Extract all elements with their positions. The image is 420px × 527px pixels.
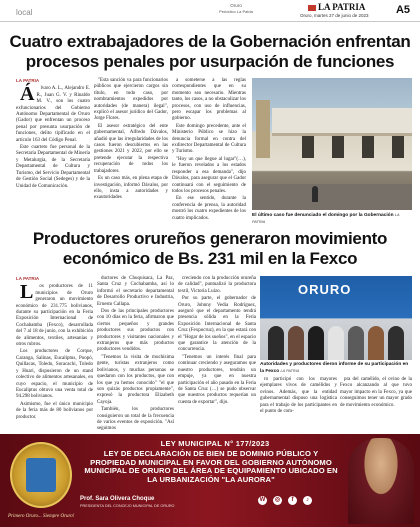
brand-name: LA PATRIA [318,2,366,12]
article2-paragraph: Por su parte, el gobernador de Oruro, Johnny Vedia Rodríguez, aseguró que el departamento tendrá presencia sólida en la Feria Exposición Internacional de Santa Cruz (Fexpocruz), en la que estará con el "Hogar de los sueños", en el espacio que garantice la atención de la concurrencia. [178,296,256,353]
article2-paragraph: "Tenemos la visita de muchísima gente, turistas extranjeros como bolivianos, y muchas personas se quedaron con los productos, que con los que ya hemos conocido" "el que son quizás productos propiamente", expresó la productora Elizabeth Cayoja. [97,354,174,405]
article1-photo-credit: LA PATRIA [252,213,400,224]
photo-person [308,326,324,360]
article2-paragraph: Dos de las principales productores con 10 días en la feria, afirmaron que ciertos pequeños y grandes productores sus productos con productores y visitantes nacionales y extranjeros que más productos productores vendidos. [97,309,174,353]
article2-column-5 [340,377,412,429]
photo-person [388,326,404,360]
photo-street [252,184,412,210]
photo-person [268,326,284,360]
article2-column-2 [97,276,174,432]
article1-column-3 [172,78,246,230]
article2-photo-credit: LA PATRIA [280,369,300,373]
article2-paragraph: pra del camélido, el ovino de la Fexco alcanzando al que tuvo mayor impacto en la Fexco, ya que conseguimos tener un mayor grado de movimiento económico. [340,377,412,408]
photo-person [288,326,304,360]
tiktok-icon: ♪ [303,496,312,505]
article2-dropcap: L [20,281,34,304]
article1-paragraph: El asesor estratégico del ente gubernamental, Alfredo Dávalos, añadió que las irregularidades de los casos fueron descubiertos en las gestiones 2021 y 2022, por ello se pretende ejecutar la respectiva recuperación de todos los trabajadores. [94,123,168,174]
article2-column-3 [178,276,256,428]
article1-paragraph: "Esta sanción va para funcionarios públicos que ejercieron cargos sin título, en todo caso, por nombramientos expedidos por autoridades (de manera) ilegal", explicó el asesor jurídico del Gador, Jorge Flores. [94,78,168,122]
page-header [0,0,420,22]
article1-paragraph: "Hoy un que llegue al lugar"(…), le fueron revelados a los estados responder a esa demanda", dijo Dávalos, para asegurar que el Gador continuará con el seguimiento de todos los procesos penales. [172,156,246,194]
photo-person [328,326,344,360]
article2-headline: Productores orureños generaron movimiento económico de Bs. 231 mil en la Fexco [32,229,388,268]
seal-shield-icon [26,458,56,492]
article1-column-2 [94,78,168,230]
article2-caption-text: Autoridades y productores dieron informe de su participación en la Fexco [260,362,409,374]
photo-banner-text: ORURO [298,282,352,297]
article2-photo [260,276,412,360]
article2-paragraph: os productores de 11 municipios de Oruro generaron un movimiento económico de 231.775 bolivianos, durante su participación en la Feria Exposición Internacional de Cochabamba (Fexco), desarrollada del 7 al 18 de junio, con la exhibición de alimentos, textiles, artesanías y otros rubros. [16,284,93,348]
article1-dropcap: Á [20,83,35,106]
article1-caption-text: El último caso fue denunciado el domingo por la Gobernación [252,213,394,218]
article2-paragraph: ro participó con los mayores ejemplares vivos de camélidos y ovinos. Además, que la entidad gubernamental dispuso una logística para el trabajo de los participantes en el punto de com- [260,377,337,415]
instagram-icon: ◎ [274,497,281,503]
article2-byline: LA PATRIA [16,276,40,281]
article1-photo-caption [252,212,412,226]
newspaper-logo [308,2,365,12]
section-label: local [16,8,33,17]
official-portrait [348,438,414,524]
article2-column-1 [16,276,93,428]
article2-column-4 [260,377,337,429]
header-center-line2: Periódico La Patria [219,9,253,14]
ad-law-title: LEY MUNICIPAL N° 177/2023 [160,439,270,448]
facebook-icon: f [288,496,297,505]
photo-door [362,136,374,158]
article2-paragraph: Asimismo, fue el único municipio de la feria más de 80 bolivianos por productor. [16,401,93,420]
article2-photo-caption [260,362,412,375]
article1-paragraph: Es un caso más, en plena etapa de investigación, informó Dávalos, por ello, insta a autoridades y exautoridades [94,176,168,201]
article1-headline: Cuatro extrabajadores de la Gobernación enfrentan procesos penales por usurpación de funciones [9,32,411,71]
ad-official-role: PRESIDENTA DEL CONCEJO MUNICIPAL DE ORURO [80,504,175,508]
ad-social-icons [258,496,312,505]
article2-paragraph: ductores de Chuquisaca, La Paz, Santa Cruz y Cochabamba, así lo informó el secretario departamental de Desarrollo Productivo e Industria, Ernesto Callapa. [97,276,174,307]
header-center [206,3,266,15]
web-icon: W [259,497,266,503]
article1-paragraph: Este cuarteto fue personal de la Secretaría Departamental de Minería y Metalurgia, de la Secretaría Departamental de Cultura y Turismo, del Servicio Departamental de Gestión Social (Sedeges) y de la Unidad de Comunicación. [16,145,90,189]
ad-official-name: Prof. Sara Olivera Choque [80,496,155,502]
photo-person [368,326,384,360]
page-number: A5 [395,4,410,16]
article1-photo [252,78,412,210]
ad-slogan: Primero Oruro... Siempre Oruro! [8,514,75,519]
article2-paragraph: creciendo con la producción orureña de calidad", puntualizó la productora textil, Victoria Luizo. [178,276,256,294]
photo-building-tower [256,100,270,158]
municipal-seal-icon [10,442,72,508]
article1-paragraph: lvaro A. L., Alejandro E. R., Juan G. V. y Rinaldo M. V., son los cuatro exfuncionarios del Gobierno Autónomo Departamental de Oruro (Gador) que enfrentan un proceso penal por presunta usurpación de funciones, delito tipificado en el artículo 163 del Código Penal. [16,86,90,143]
photo-person [348,326,364,360]
article1-paragraph: Este domingo precedente, ante el Ministerio Público se hizo la denuncia formal en contra del exdirector Departamental de Cultura y Turismo. [172,123,246,155]
photo-door [302,136,314,158]
header-center-line1: Oruro [230,3,242,8]
issue-date: Oruro, martes 27 de junio de 2023 [300,13,369,18]
photo-building [272,108,412,136]
article1-byline: LA PATRIA [16,78,40,83]
ad-law-description: LEY DE DECLARACIÓN DE BIEN DE DOMINIO PÚBLICO Y PROPIEDAD MUNICIPAL EN FAVOR DEL GOBIERNO AUTÓNOMO MUNICIPAL DE ORURO DEL ÁREA DE EQUIPAMIENTO UBICADO EN LA URBANIZACIÓN "LA AURORA" [84,449,338,484]
photo-person [312,186,318,202]
article1-paragraph: En ese sentido, durante la conferencia de prensa, la autoridad mostró los cuatro expedientes de los cuatro implicados. [172,196,246,221]
photo-door [332,136,344,158]
article2-paragraph: "Tenemos un interés final para continuar creciendo y aseguramos que nuestro productores, tendrán un empuje, ya que en nuestra participación el año pasado en la Feria de Santa Cruz (…) se pudo observar que nuestros productos requerían un cuenta de exportar", dijo. [178,354,256,405]
article1-column-1 [16,78,90,230]
municipal-advertisement [0,434,420,527]
article1-paragraph: a someterse a las reglas correspondientes que en su momento sea necesario. Mientras tanto, los casos, a no obstaculizar los procesos, con uso de influencias, pero escapar los problemas al gobierno. [172,78,246,122]
article2-paragraph: También, los productores consiguieron un total de la frecuencia de varios eventos de exposición. "Así seguimos [97,407,174,432]
photo-door [392,136,404,158]
logo-icon [308,5,316,11]
article2-paragraph: Los productores de Corque, Caranga, Salinas, Eucaliptus, Poopó, Quillacas, Toledo, Soracachi, Toledo y Huari, dispusieron de un stand colectivo de alimentos artesanales, en cuyo espacio, el municipio de Eucaliptus obtuvo una venta total de 94.298 bolivianos. [16,349,93,400]
